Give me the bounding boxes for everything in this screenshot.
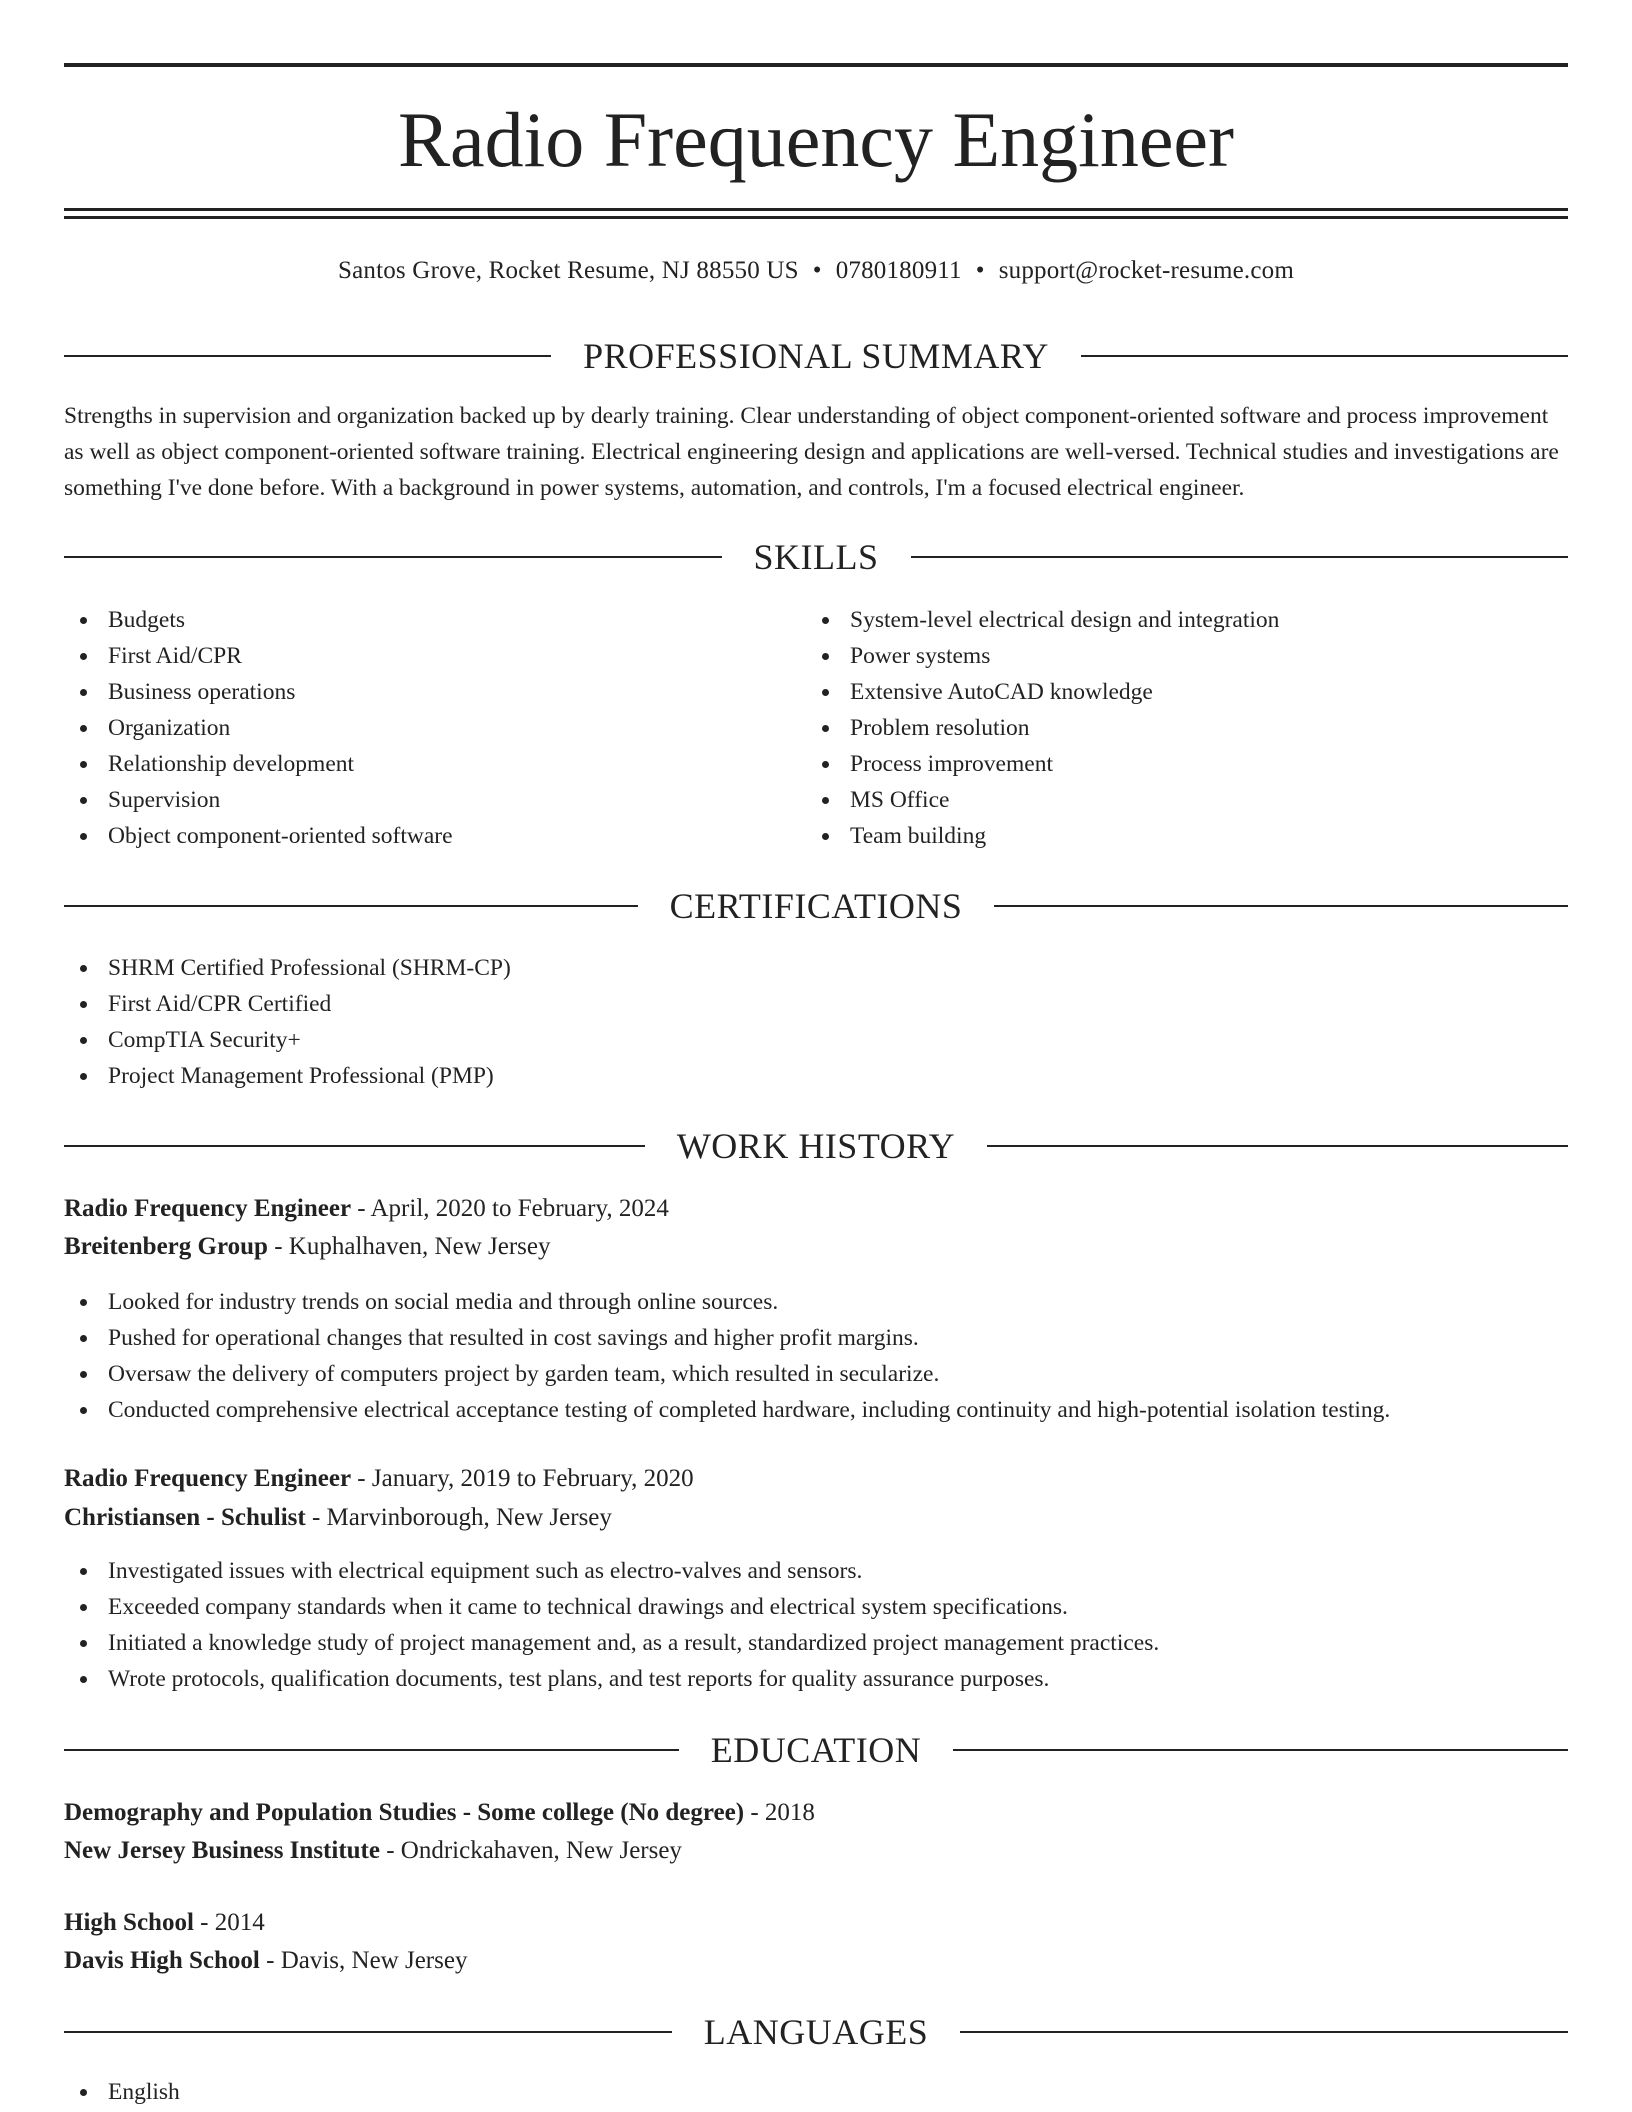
page-title: Radio Frequency Engineer (397, 96, 1235, 183)
section-title: WORK HISTORY (676, 1126, 956, 1166)
education-location: - Davis, New Jersey (259, 1947, 468, 1974)
heading-rule (987, 1145, 1568, 1147)
heading-rule (911, 556, 1569, 558)
section-heading-skills (64, 535, 1568, 579)
job-location: - Kuphalhaven, New Jersey (267, 1233, 551, 1260)
certification-item: Project Management Professional (PMP) (64, 1058, 1568, 1094)
education-degree: High School (64, 1909, 194, 1936)
education-year: - 2014 (193, 1909, 265, 1936)
education-school: New Jersey Business Institute (64, 1837, 380, 1864)
section-title: EDUCATION (710, 1730, 922, 1770)
heading-rule (64, 2031, 672, 2033)
certification-item: First Aid/CPR Certified (64, 986, 1568, 1022)
contact-address: Santos Grove, Rocket Resume, NJ 88550 US (337, 257, 799, 284)
job-bullets (64, 1553, 1568, 1697)
skill-item: Budgets (64, 602, 804, 638)
job-title-line (64, 1191, 1568, 1227)
section-title: PROFESSIONAL SUMMARY (583, 336, 1049, 376)
contact-separator: • (975, 257, 985, 284)
job-dates: - January, 2019 to February, 2020 (351, 1465, 694, 1492)
contact-email: support@rocket-resume.com (998, 257, 1295, 284)
skill-item: Business operations (64, 674, 804, 710)
education-year: - 2018 (744, 1799, 815, 1826)
heading-rule (953, 1749, 1568, 1751)
top-rule (64, 63, 1568, 67)
skill-item: Extensive AutoCAD knowledge (806, 674, 1546, 710)
skill-item: Organization (64, 710, 804, 746)
education-degree: Demography and Population Studies - Some college (No degree) (64, 1799, 745, 1826)
job-title: Radio Frequency Engineer (64, 1195, 352, 1222)
title-rule-upper (64, 208, 1568, 211)
education-degree-line (64, 1795, 1568, 1831)
education-school: Davis High School (64, 1947, 260, 1974)
summary-text: Strengths in supervision and organization backed up by dearly training. Clear understanding of object component-oriented software and process improvement as well as object component-oriented software training. Electrical engineering design and applications are well-versed. Technical studies and investigations are something I've done before. With a background in power systems, automation, and controls, I'm a focused electrical engineer. (64, 403, 1559, 501)
job-company: Breitenberg Group (64, 1233, 268, 1260)
section-heading-languages (64, 2010, 1568, 2054)
section-title: CERTIFICATIONS (669, 886, 963, 926)
skill-item: MS Office (806, 782, 1546, 818)
skills-list-right (806, 602, 1546, 854)
certifications-list (64, 950, 1568, 1094)
heading-rule (64, 1749, 679, 1751)
section-heading-work-history (64, 1124, 1568, 1168)
education-school-line (64, 1943, 1568, 1979)
job-bullet: Initiated a knowledge study of project management and, as a result, standardized project management practices. (64, 1625, 1568, 1661)
title-rule-lower (64, 216, 1568, 219)
heading-rule (64, 355, 551, 357)
skill-item: Supervision (64, 782, 804, 818)
heading-rule (1081, 355, 1568, 357)
section-heading-certifications (64, 884, 1568, 928)
section-heading-education (64, 1728, 1568, 1772)
job-location: - Marvinborough, New Jersey (305, 1504, 612, 1531)
language-item: English (64, 2074, 1568, 2110)
section-title: LANGUAGES (703, 2012, 929, 2052)
skill-item: Team building (806, 818, 1546, 854)
skill-item: Process improvement (806, 746, 1546, 782)
skill-item: Problem resolution (806, 710, 1546, 746)
heading-rule (960, 2031, 1568, 2033)
job-bullet: Exceeded company standards when it came to technical drawings and electrical system specifications. (64, 1589, 1568, 1625)
job-bullet: Conducted comprehensive electrical acceptance testing of completed hardware, including continuity and high-potential isolation testing. (64, 1392, 1568, 1428)
job-bullet: Investigated issues with electrical equipment such as electro-valves and sensors. (64, 1553, 1568, 1589)
skill-item: Power systems (806, 638, 1546, 674)
job-bullet: Wrote protocols, qualification documents, test plans, and test reports for quality assurance purposes. (64, 1661, 1568, 1697)
job-title-line (64, 1461, 1568, 1497)
job-company-line (64, 1500, 1568, 1536)
education-school-line (64, 1833, 1568, 1869)
job-bullet: Looked for industry trends on social media and through online sources. (64, 1284, 1568, 1320)
heading-rule (64, 556, 722, 558)
education-degree-line (64, 1905, 1568, 1941)
section-title: SKILLS (753, 537, 879, 577)
certification-item: CompTIA Security+ (64, 1022, 1568, 1058)
heading-rule (994, 905, 1568, 907)
section-heading-summary (64, 334, 1568, 378)
job-company-line (64, 1229, 1568, 1265)
contact-line (64, 254, 1568, 288)
heading-rule (64, 905, 638, 907)
job-title: Radio Frequency Engineer (64, 1465, 352, 1492)
education-location: - Ondrickahaven, New Jersey (379, 1837, 682, 1864)
job-company: Christiansen - Schulist (64, 1504, 306, 1531)
skill-item: First Aid/CPR (64, 638, 804, 674)
job-dates: - April, 2020 to February, 2024 (351, 1195, 669, 1222)
job-bullet: Oversaw the delivery of computers project by garden team, which resulted in secularize. (64, 1356, 1568, 1392)
skills-list-left (64, 602, 804, 854)
languages-list (64, 2074, 1568, 2110)
heading-rule (64, 1145, 645, 1147)
skill-item: Relationship development (64, 746, 804, 782)
skill-item: System-level electrical design and integration (806, 602, 1546, 638)
contact-phone: 0780180911 (835, 257, 962, 284)
contact-separator: • (812, 257, 822, 284)
skill-item: Object component-oriented software (64, 818, 804, 854)
job-bullets (64, 1284, 1568, 1428)
certification-item: SHRM Certified Professional (SHRM-CP) (64, 950, 1568, 986)
job-bullet: Pushed for operational changes that resulted in cost savings and higher profit margins. (64, 1320, 1568, 1356)
